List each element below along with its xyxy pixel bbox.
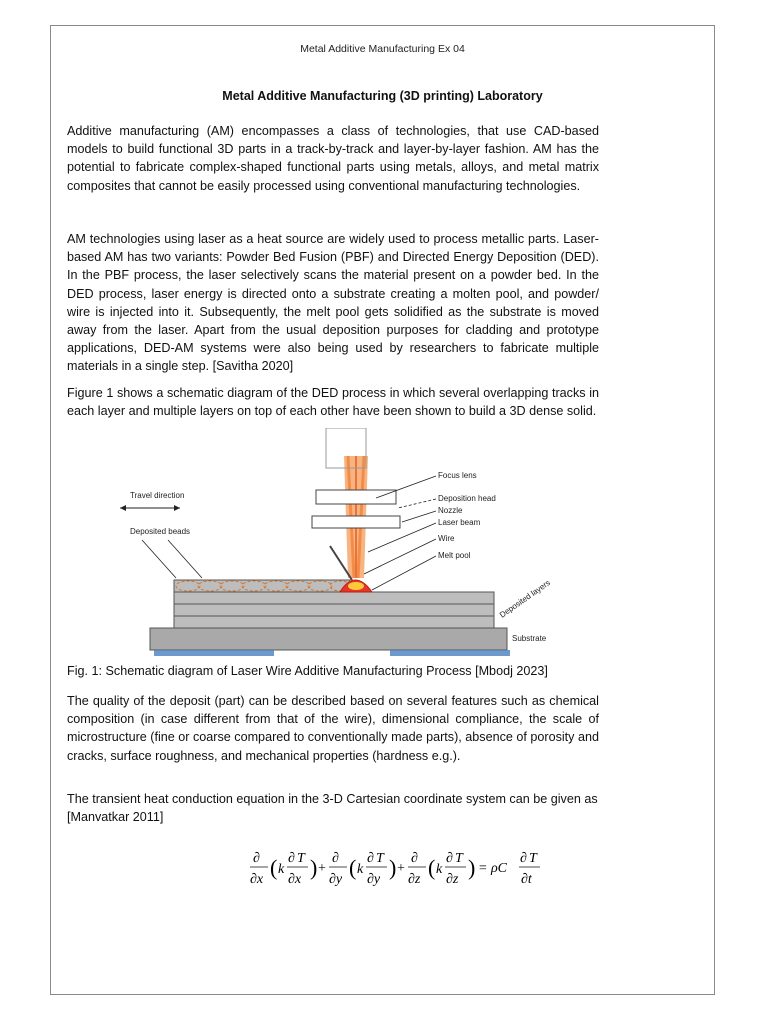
label-substrate: Substrate	[512, 634, 547, 643]
svg-text:∂z: ∂z	[446, 872, 459, 887]
label-melt-pool: Melt pool	[438, 551, 471, 560]
svg-text:k: k	[357, 862, 364, 877]
svg-text:∂: ∂	[288, 851, 295, 866]
svg-text:+: +	[318, 861, 326, 876]
paragraph-heat-equation: The transient heat conduction equation in the 3-D Cartesian coordinate system can be given as [Manvatkar 2011]	[67, 792, 598, 825]
nozzle	[312, 516, 400, 528]
running-header: Metal Additive Manufacturing Ex 04	[300, 43, 465, 55]
label-nozzle: Nozzle	[438, 506, 463, 515]
label-laser-beam: Laser beam	[438, 518, 481, 527]
svg-text:∂x: ∂x	[250, 872, 264, 887]
deposition-head	[316, 490, 396, 504]
svg-text:∂z: ∂z	[408, 872, 421, 887]
svg-text:∂: ∂	[332, 851, 339, 866]
substrate-block	[150, 628, 507, 650]
label-wire: Wire	[438, 534, 455, 543]
paragraph-intro: Additive manufacturing (AM) encompasses a class of technologies, that use CAD-based models to build functional 3D parts in a track-by-track and layer-by-layer fashion. AM has the potential to fabricate complex-shaped functional parts using metals, alloys, and metal matrix composites that cannot be easily processed using conventional manufacturing technologies.	[67, 124, 599, 193]
svg-text:∂: ∂	[367, 851, 374, 866]
svg-text:): )	[389, 855, 397, 880]
svg-text:∂: ∂	[520, 851, 527, 866]
label-deposited-layers: Deposited layers	[497, 578, 552, 620]
svg-text:∂: ∂	[411, 851, 418, 866]
heat-conduction-equation	[248, 845, 548, 895]
label-focus-lens: Focus lens	[438, 471, 477, 480]
ded-schematic	[68, 428, 558, 658]
svg-text:∂y: ∂y	[367, 872, 381, 887]
figure-caption: Fig. 1: Schematic diagram of Laser Wire Additive Manufacturing Process [Mbodj 2023]	[67, 664, 548, 678]
svg-text:k: k	[436, 862, 443, 877]
svg-text:T: T	[297, 851, 305, 866]
svg-text:∂: ∂	[446, 851, 453, 866]
ded-schematic-figure	[68, 428, 558, 658]
deposited-layer-1	[174, 616, 494, 628]
document-title: Metal Additive Manufacturing (3D printing) Laboratory	[222, 89, 543, 103]
svg-text:∂x: ∂x	[288, 872, 302, 887]
svg-text:= ρC: = ρC	[478, 861, 508, 876]
svg-text:k: k	[278, 862, 285, 877]
deposited-layer-2	[174, 604, 494, 616]
svg-text:∂: ∂	[253, 851, 260, 866]
paragraph-quality: The quality of the deposit (part) can be described based on several features such as chemical composition (in case different from that of the wire), dimensional compliance, the scale of microstructure (fine or coarse compared to conventionally made parts), absence of porosity and cracks, surface roughness, and mechanical properties (hardness e.g.).	[67, 694, 599, 763]
svg-text:T: T	[455, 851, 463, 866]
label-travel-direction: Travel direction	[130, 491, 185, 500]
svg-text:∂t: ∂t	[521, 872, 532, 887]
svg-text:(: (	[349, 855, 357, 880]
svg-text:∂y: ∂y	[329, 872, 343, 887]
svg-text:): )	[310, 855, 318, 880]
svg-text:+: +	[397, 861, 405, 876]
svg-text:(: (	[428, 855, 436, 880]
svg-text:(: (	[270, 855, 278, 880]
paragraph-figure-intro: Figure 1 shows a schematic diagram of the DED process in which several overlapping tracks in each layer and multiple layers on top of each other have been shown to build a 3D dense solid.	[67, 386, 599, 419]
cooler-arrow-right	[390, 650, 510, 656]
svg-text:T: T	[376, 851, 384, 866]
label-deposited-beads: Deposited beads	[130, 527, 191, 536]
svg-text:): )	[468, 855, 476, 880]
label-deposition-head: Deposition head	[438, 494, 496, 503]
equation-svg	[248, 845, 548, 895]
paragraph-laser-am: AM technologies using laser as a heat source are widely used to process metallic parts. Laser-based AM has two variants: Powder Bed Fusion (PBF) and Directed Energy Deposition (DED). In the PBF process, the laser selectively scans the material present on a powder bed. In the DED process, laser energy is directed onto a substrate creating a molten pool, and powder/ wire is injected into it. Subsequently, the melt pool gets solidified as the substrate is moved away from the laser. Apart from the usual deposition purposes for cladding and prototype applications, DED-AM systems were also being used by researchers to fabricate multiple materials in a single step. [Savitha 2020]	[67, 232, 599, 374]
cooler-arrow-left	[154, 650, 274, 656]
svg-text:T: T	[529, 851, 537, 866]
deposited-layer-3	[174, 592, 494, 604]
